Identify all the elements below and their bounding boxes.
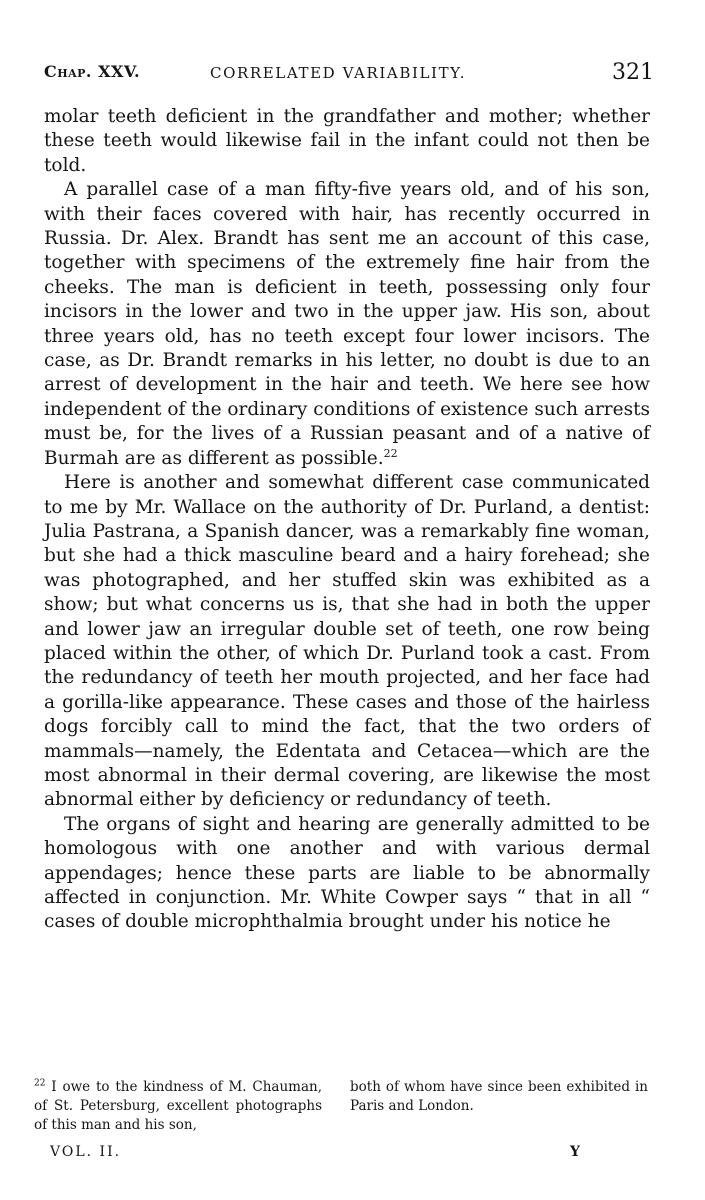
body-text — [44, 105, 650, 935]
chapter-title: CORRELATED VARIABILITY. — [210, 64, 467, 82]
footnote-right-column: both of whom have since been exhibited in Paris and London. — [350, 1079, 648, 1114]
chapter-label: Chap. XXV. — [44, 62, 141, 81]
paragraph-2-text: A parallel case of a man fifty-five years old, and of his son, with their faces covered with hair, has recently occurred in Russia. Dr. Alex. Brandt has sent me an account of this case, together with specimens of the extremely fine hair from the cheeks. The man is deficient in teeth, possessing only four incisors in the lower and two in the upper jaw. His son, about three years old, has no teeth except four lower incisors. The case, as Dr. Brandt remarks in his letter, no doubt is due to an arrest of development in the hair and teeth. We here see how independent of the ordinary conditions of existence such arrests must be, for the lives of a Russian peasant and of a native of Burmah are as different as possible. — [44, 179, 651, 469]
paragraph-1: molar teeth deficient in the grandfather and mother; whether these teeth would likewise fail in the infant could not then be told. — [44, 106, 650, 176]
running-head — [44, 62, 654, 96]
volume-label: VOL. II. — [50, 1144, 122, 1160]
paragraph-3: Here is another and somewhat different case communicated to me by Mr. Wallace on the authority of Dr. Purland, a dentist: Julia Pastrana, a Spanish dancer, was a remarkably fine woman, but she had a thick masculine beard and a hairy forehead; she was photographed, and her stuffed skin was exhibited as a show; but what concerns us is, that she had in both the upper and lower jaw an irregular double set of teeth, one row being placed within the other, of which Dr. Purland took a cast. From the redundancy of teeth her mouth projected, and her face had a gorilla-like appearance. These cases and those of the hairless dogs forcibly call to mind the fact, that the two orders of mammals—namely, the Edentata and Cetacea—which are the most abnormal in their dermal covering, are likewise the most abnormal either by deficiency or redundancy of teeth. — [44, 472, 650, 811]
paragraph-4: The organs of sight and hearing are generally admitted to be homologous with one another and with various dermal appendages; hence these parts are liable to be abnormally affected in conjunction. Mr. White Cowper says “ that in all “ cases of double microphthalmia brought under his notice he — [44, 813, 650, 933]
footnote-marker: 22 — [34, 1078, 46, 1089]
footnote-left-column — [34, 1078, 322, 1135]
signature-line — [50, 1144, 580, 1166]
paragraph-2 — [44, 178, 650, 471]
footnote-reference: 22 — [383, 446, 398, 460]
page-number: 321 — [612, 60, 654, 85]
signature-mark: Y — [570, 1144, 580, 1160]
footnote-left-text: I owe to the kindness of M. Chauman, of St. Petersburg, excellent photographs of this man and his son, — [34, 1079, 323, 1133]
